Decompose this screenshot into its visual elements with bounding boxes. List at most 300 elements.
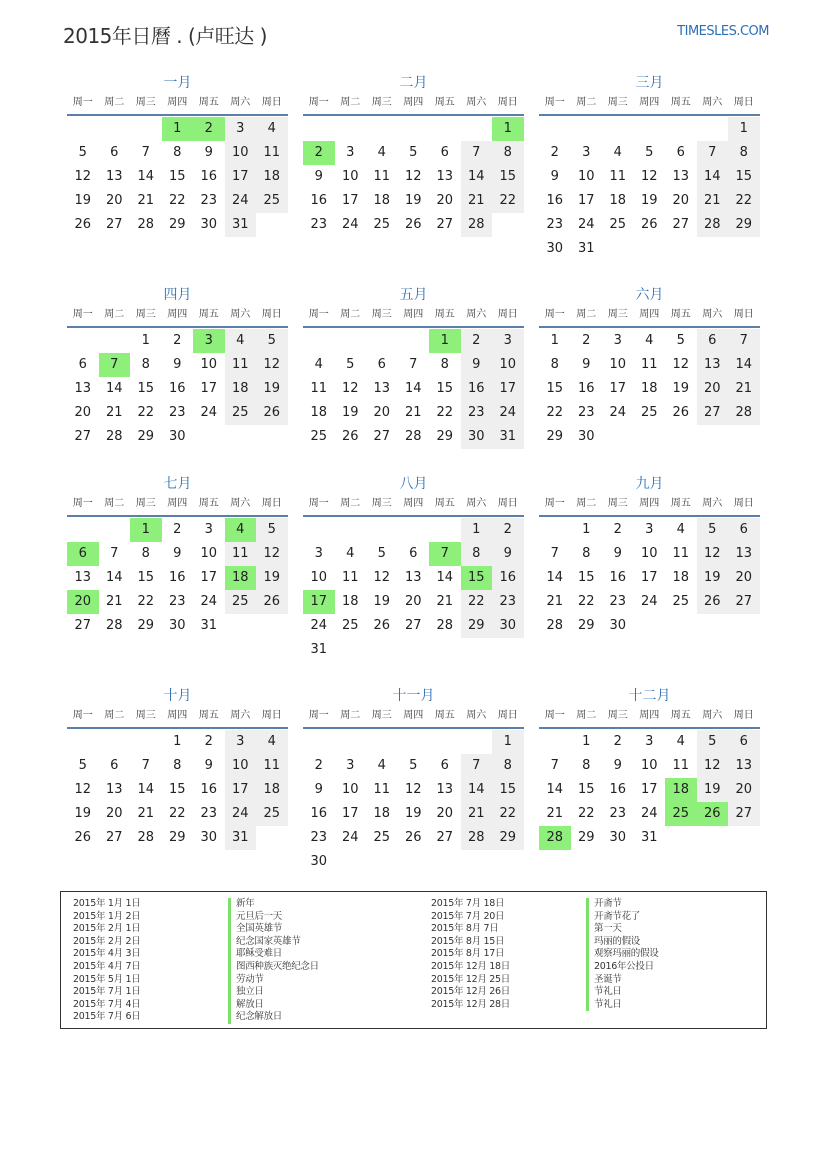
- empty-cell: [67, 117, 99, 141]
- weekday-label: 周日: [733, 309, 754, 320]
- holiday-date: 2015年 5月 1日: [73, 973, 141, 985]
- month-block: [67, 473, 288, 638]
- weekday-label: 周一: [308, 97, 329, 108]
- empty-cell: [303, 518, 335, 542]
- day-cell: 5: [697, 730, 729, 754]
- day-cell: 26: [404, 217, 422, 232]
- holiday-date: 2015年 12月 28日: [431, 998, 510, 1010]
- day-cell: 25: [609, 217, 627, 232]
- day-cell: 29: [577, 618, 595, 633]
- weekday-label: 周日: [261, 97, 282, 108]
- day-cell: 29: [137, 618, 155, 633]
- day-cell: 13: [728, 754, 760, 778]
- empty-cell: [398, 329, 430, 353]
- day-grid: [67, 517, 288, 638]
- day-cell: 10: [577, 169, 595, 184]
- day-cell: 20: [74, 405, 92, 420]
- holiday-date: 2015年 12月 26日: [431, 986, 510, 998]
- weekday-label: 周三: [607, 498, 628, 509]
- holiday-date: 2015年 8月 17日: [431, 948, 505, 960]
- day-cell: 5: [409, 758, 418, 773]
- day-cell: 20: [105, 806, 123, 821]
- weekday-label: 周日: [733, 710, 754, 721]
- day-cell: 15: [168, 169, 186, 184]
- day-cell: 9: [173, 357, 182, 372]
- empty-cell: [398, 730, 430, 754]
- day-cell: 15: [492, 778, 524, 802]
- holiday-date: 2015年 1月 2日: [73, 910, 141, 922]
- weekday-label: 周六: [230, 498, 251, 509]
- day-cell: 21: [461, 189, 493, 213]
- day-cell: 17: [200, 381, 218, 396]
- day-cell: 19: [640, 193, 658, 208]
- day-cell: 11: [609, 169, 627, 184]
- day-cell: 3: [645, 522, 654, 537]
- day-cell: 30: [609, 830, 627, 845]
- weekday-label: 周一: [72, 498, 93, 509]
- weekday-header: [539, 707, 760, 729]
- day-cell: 28: [404, 429, 422, 444]
- month-name: 九月: [635, 476, 664, 492]
- day-cell: 3: [492, 329, 524, 353]
- day-cell: 1: [582, 734, 591, 749]
- empty-cell: [303, 329, 335, 353]
- day-cell: 4: [676, 734, 685, 749]
- empty-cell: [461, 117, 493, 141]
- weekday-label: 周日: [261, 498, 282, 509]
- day-cell: 10: [225, 141, 257, 165]
- day-cell: 4: [225, 329, 257, 353]
- weekday-label: 周四: [403, 498, 424, 509]
- weekday-label: 周一: [72, 309, 93, 320]
- day-cell: 9: [613, 758, 622, 773]
- empty-cell: [697, 117, 729, 141]
- holiday-day-cell: 17: [303, 590, 335, 614]
- day-cell: 1: [550, 333, 559, 348]
- day-cell: 7: [550, 758, 559, 773]
- day-cell: 7: [141, 145, 150, 160]
- day-cell: 30: [577, 429, 595, 444]
- day-cell: 12: [697, 754, 729, 778]
- weekday-label: 周六: [466, 498, 487, 509]
- day-cell: 21: [436, 594, 454, 609]
- day-cell: 3: [314, 546, 323, 561]
- day-cell: 25: [341, 618, 359, 633]
- weekday-header: [539, 495, 760, 517]
- day-cell: 16: [577, 381, 595, 396]
- day-cell: 10: [640, 758, 658, 773]
- day-cell: 9: [173, 546, 182, 561]
- weekday-label: 周三: [607, 710, 628, 721]
- weekday-label: 周六: [466, 97, 487, 108]
- day-cell: 30: [168, 429, 186, 444]
- day-cell: 7: [110, 546, 119, 561]
- weekday-label: 周二: [340, 498, 361, 509]
- holiday-name: 开斋节花了: [586, 911, 658, 924]
- day-cell: 21: [728, 377, 760, 401]
- day-cell: 11: [225, 353, 257, 377]
- day-cell: 8: [141, 546, 150, 561]
- day-cell: 8: [173, 145, 182, 160]
- weekday-header: [539, 94, 760, 116]
- empty-cell: [335, 117, 367, 141]
- day-cell: 3: [582, 145, 591, 160]
- day-cell: 26: [341, 429, 359, 444]
- empty-cell: [366, 730, 398, 754]
- day-cell: 5: [256, 329, 288, 353]
- empty-cell: [99, 117, 131, 141]
- weekday-label: 周一: [544, 498, 565, 509]
- weekday-label: 周二: [576, 97, 597, 108]
- day-cell: 20: [436, 806, 454, 821]
- day-cell: 28: [697, 213, 729, 237]
- day-cell: 16: [609, 570, 627, 585]
- weekday-label: 周二: [104, 309, 125, 320]
- day-cell: 17: [341, 193, 359, 208]
- holiday-date: 2015年 1月 1日: [73, 898, 141, 909]
- holiday-dates-right: [431, 898, 510, 1011]
- day-cell: 14: [404, 381, 422, 396]
- weekday-label: 周二: [104, 498, 125, 509]
- day-cell: 10: [200, 546, 218, 561]
- weekday-label: 周四: [167, 97, 188, 108]
- day-cell: 10: [640, 546, 658, 561]
- month-name: 十二月: [628, 688, 671, 704]
- day-cell: 10: [341, 169, 359, 184]
- holiday-date: 2015年 7月 6日: [73, 1011, 141, 1023]
- weekday-label: 周五: [434, 498, 455, 509]
- weekday-label: 周五: [434, 710, 455, 721]
- weekday-label: 周三: [371, 710, 392, 721]
- holiday-name: 劳动节: [228, 974, 319, 987]
- weekday-label: 周三: [135, 498, 156, 509]
- day-cell: 1: [461, 518, 493, 542]
- day-cell: 21: [546, 806, 564, 821]
- day-cell: 21: [404, 405, 422, 420]
- weekday-label: 周三: [607, 97, 628, 108]
- day-cell: 8: [492, 141, 524, 165]
- day-cell: 7: [141, 758, 150, 773]
- day-cell: 26: [672, 405, 690, 420]
- day-cell: 22: [728, 189, 760, 213]
- day-cell: 30: [461, 425, 493, 449]
- weekday-label: 周日: [497, 97, 518, 108]
- day-cell: 8: [492, 754, 524, 778]
- day-cell: 7: [409, 357, 418, 372]
- day-cell: 18: [225, 377, 257, 401]
- day-cell: 19: [404, 193, 422, 208]
- month-block: [539, 284, 760, 449]
- empty-cell: [398, 117, 430, 141]
- holiday-name: 节礼日: [586, 986, 658, 999]
- day-cell: 5: [645, 145, 654, 160]
- day-cell: 30: [492, 614, 524, 638]
- day-cell: 9: [314, 782, 323, 797]
- holiday-name: 2016年公投日: [586, 961, 658, 974]
- day-cell: 24: [341, 830, 359, 845]
- day-cell: 11: [373, 169, 391, 184]
- day-cell: 16: [310, 806, 328, 821]
- holiday-day-cell: 20: [67, 590, 99, 614]
- day-cell: 12: [256, 542, 288, 566]
- day-cell: 12: [640, 169, 658, 184]
- weekday-label: 周日: [497, 309, 518, 320]
- weekday-header: [303, 306, 524, 328]
- weekday-label: 周三: [371, 498, 392, 509]
- empty-cell: [130, 730, 162, 754]
- day-cell: 24: [225, 189, 257, 213]
- empty-cell: [366, 329, 398, 353]
- holiday-name: 图西种族灭绝纪念日: [228, 961, 319, 974]
- day-grid: [539, 328, 760, 449]
- day-cell: 1: [141, 333, 150, 348]
- weekday-label: 周五: [670, 309, 691, 320]
- empty-cell: [398, 518, 430, 542]
- weekday-label: 周四: [639, 309, 660, 320]
- day-cell: 30: [310, 854, 328, 869]
- day-cell: 24: [200, 594, 218, 609]
- weekday-label: 周四: [639, 710, 660, 721]
- holiday-date: 2015年 7月 1日: [73, 986, 141, 998]
- day-cell: 26: [74, 830, 92, 845]
- weekday-label: 周日: [733, 97, 754, 108]
- day-cell: 7: [697, 141, 729, 165]
- day-cell: 29: [137, 429, 155, 444]
- weekday-label: 周六: [702, 498, 723, 509]
- day-cell: 27: [105, 830, 123, 845]
- day-cell: 29: [436, 429, 454, 444]
- day-cell: 21: [697, 189, 729, 213]
- holiday-name: 开斋节: [586, 898, 658, 911]
- day-cell: 23: [461, 401, 493, 425]
- day-cell: 13: [672, 169, 690, 184]
- day-cell: 1: [173, 734, 182, 749]
- month-name: 六月: [635, 287, 664, 303]
- day-cell: 26: [256, 590, 288, 614]
- holiday-name: 纪念国家英雄节: [228, 936, 319, 949]
- day-cell: 2: [173, 333, 182, 348]
- weekday-label: 周四: [403, 309, 424, 320]
- day-cell: 22: [577, 806, 595, 821]
- holiday-name: 独立日: [228, 986, 319, 999]
- holiday-day-cell: 2: [303, 141, 335, 165]
- day-cell: 21: [137, 193, 155, 208]
- day-cell: 7: [728, 329, 760, 353]
- day-cell: 15: [577, 782, 595, 797]
- day-cell: 31: [577, 241, 595, 256]
- day-cell: 18: [609, 193, 627, 208]
- day-cell: 27: [436, 217, 454, 232]
- day-cell: 20: [697, 377, 729, 401]
- day-cell: 14: [137, 782, 155, 797]
- day-cell: 3: [204, 522, 213, 537]
- holiday-names-right: [586, 898, 658, 1011]
- day-cell: 28: [137, 830, 155, 845]
- empty-cell: [303, 730, 335, 754]
- weekday-label: 周一: [544, 710, 565, 721]
- holiday-name: 纪念解放日: [228, 1011, 319, 1024]
- month-block: [303, 473, 524, 662]
- day-cell: 2: [314, 758, 323, 773]
- day-cell: 1: [582, 522, 591, 537]
- day-cell: 9: [613, 546, 622, 561]
- weekday-label: 周二: [576, 498, 597, 509]
- day-cell: 22: [546, 405, 564, 420]
- day-cell: 24: [640, 806, 658, 821]
- day-cell: 17: [492, 377, 524, 401]
- day-cell: 8: [582, 758, 591, 773]
- weekday-label: 周日: [261, 710, 282, 721]
- day-grid: [303, 729, 524, 874]
- day-cell: 22: [168, 193, 186, 208]
- day-cell: 2: [173, 522, 182, 537]
- day-cell: 21: [105, 405, 123, 420]
- day-grid: [539, 116, 760, 261]
- day-cell: 1: [728, 117, 760, 141]
- day-cell: 12: [404, 782, 422, 797]
- empty-cell: [67, 329, 99, 353]
- day-cell: 16: [168, 381, 186, 396]
- holiday-date: 2015年 2月 1日: [73, 923, 141, 935]
- month-name: 八月: [399, 476, 428, 492]
- day-cell: 16: [200, 169, 218, 184]
- holiday-day-cell: 26: [697, 802, 729, 826]
- day-cell: 4: [256, 117, 288, 141]
- day-cell: 23: [200, 806, 218, 821]
- day-cell: 13: [105, 782, 123, 797]
- day-cell: 6: [728, 518, 760, 542]
- day-cell: 31: [640, 830, 658, 845]
- weekday-label: 周六: [230, 710, 251, 721]
- day-cell: 25: [310, 429, 328, 444]
- day-cell: 23: [200, 193, 218, 208]
- day-cell: 11: [640, 357, 658, 372]
- day-cell: 15: [492, 165, 524, 189]
- day-cell: 11: [373, 782, 391, 797]
- weekday-label: 周一: [308, 710, 329, 721]
- day-cell: 27: [105, 217, 123, 232]
- day-cell: 11: [225, 542, 257, 566]
- day-cell: 6: [110, 145, 119, 160]
- empty-cell: [366, 518, 398, 542]
- holiday-date: 2015年 7月 18日: [431, 898, 505, 909]
- day-cell: 29: [728, 213, 760, 237]
- day-cell: 19: [672, 381, 690, 396]
- day-cell: 25: [225, 401, 257, 425]
- day-cell: 4: [377, 758, 386, 773]
- day-cell: 19: [74, 806, 92, 821]
- month-block: [67, 685, 288, 850]
- holiday-day-cell: 1: [429, 329, 461, 353]
- day-cell: 5: [409, 145, 418, 160]
- day-cell: 6: [377, 357, 386, 372]
- weekday-label: 周二: [340, 309, 361, 320]
- day-cell: 27: [728, 802, 760, 826]
- day-cell: 13: [697, 353, 729, 377]
- day-cell: 24: [200, 405, 218, 420]
- holiday-day-cell: 1: [162, 117, 194, 141]
- day-cell: 9: [492, 542, 524, 566]
- weekday-label: 周四: [167, 309, 188, 320]
- weekday-label: 周六: [230, 97, 251, 108]
- weekday-label: 周五: [198, 97, 219, 108]
- day-cell: 6: [110, 758, 119, 773]
- holiday-day-cell: 4: [225, 518, 257, 542]
- day-cell: 18: [672, 570, 690, 585]
- day-cell: 17: [225, 165, 257, 189]
- day-cell: 30: [168, 618, 186, 633]
- day-cell: 26: [256, 401, 288, 425]
- day-cell: 5: [78, 758, 87, 773]
- day-cell: 6: [409, 546, 418, 561]
- day-cell: 18: [373, 193, 391, 208]
- month-block: [539, 72, 760, 261]
- day-cell: 9: [550, 169, 559, 184]
- holiday-name: 解放日: [228, 999, 319, 1012]
- weekday-label: 周一: [72, 710, 93, 721]
- holiday-name: 观察玛丽的假设: [586, 948, 658, 961]
- day-cell: 9: [204, 758, 213, 773]
- weekday-label: 周一: [308, 309, 329, 320]
- day-cell: 10: [200, 357, 218, 372]
- weekday-label: 周日: [261, 309, 282, 320]
- day-cell: 31: [225, 213, 257, 237]
- day-cell: 23: [492, 590, 524, 614]
- month-block: [67, 284, 288, 449]
- day-cell: 26: [74, 217, 92, 232]
- holiday-day-cell: 1: [130, 518, 162, 542]
- day-cell: 8: [550, 357, 559, 372]
- empty-cell: [335, 730, 367, 754]
- day-cell: 5: [256, 518, 288, 542]
- day-cell: 11: [256, 141, 288, 165]
- weekday-label: 周四: [167, 710, 188, 721]
- month-block: [303, 72, 524, 237]
- day-cell: 15: [137, 570, 155, 585]
- holiday-day-cell: 18: [225, 566, 257, 590]
- day-cell: 16: [546, 193, 564, 208]
- holiday-date: 2015年 2月 2日: [73, 935, 141, 947]
- empty-cell: [335, 329, 367, 353]
- weekday-label: 周二: [104, 97, 125, 108]
- day-cell: 11: [672, 546, 690, 561]
- day-grid: [67, 328, 288, 449]
- day-cell: 2: [204, 734, 213, 749]
- day-cell: 14: [546, 782, 564, 797]
- day-cell: 3: [346, 145, 355, 160]
- day-cell: 13: [74, 570, 92, 585]
- day-cell: 12: [74, 782, 92, 797]
- day-cell: 14: [546, 570, 564, 585]
- empty-cell: [571, 117, 603, 141]
- empty-cell: [366, 117, 398, 141]
- holiday-date: 2015年 4月 7日: [73, 960, 141, 972]
- site-link[interactable]: TIMESLES.COM: [677, 24, 769, 39]
- day-cell: 28: [436, 618, 454, 633]
- day-cell: 6: [78, 357, 87, 372]
- day-cell: 21: [137, 806, 155, 821]
- holiday-name: 元旦后一天: [228, 911, 319, 924]
- day-cell: 23: [168, 594, 186, 609]
- day-cell: 29: [546, 429, 564, 444]
- day-cell: 16: [310, 193, 328, 208]
- day-cell: 18: [310, 405, 328, 420]
- day-cell: 29: [168, 830, 186, 845]
- day-cell: 25: [640, 405, 658, 420]
- day-cell: 27: [373, 429, 391, 444]
- day-cell: 4: [676, 522, 685, 537]
- day-cell: 15: [436, 381, 454, 396]
